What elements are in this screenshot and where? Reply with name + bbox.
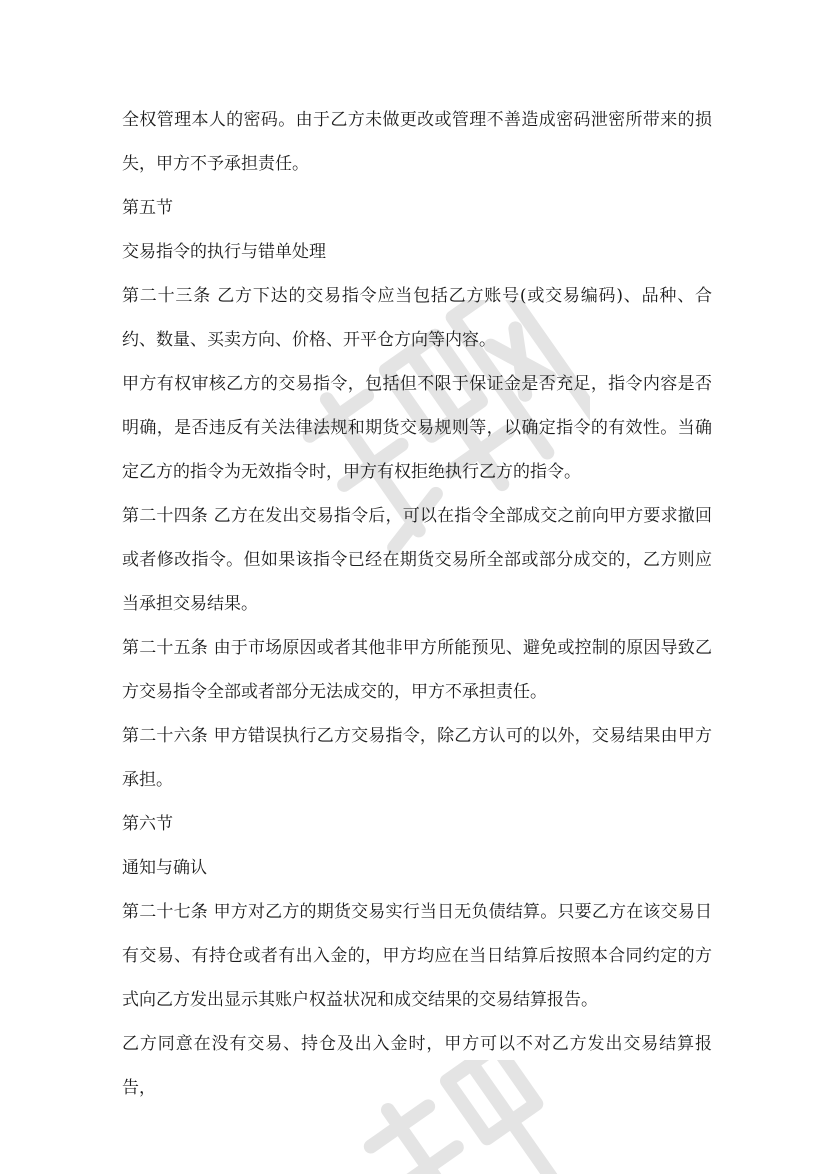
section-5-title: 交易指令的执行与错单处理 <box>122 242 326 262</box>
article-24: 第二十四条 乙方在发出交易指令后，可以在指令全部成交之前向甲方要求撤回或者修改指令。但如果该指令已经在期货交易所全部或部分成交的，乙方则应当承担交易结果。 <box>122 506 712 614</box>
article-23: 第二十三条 乙方下达的交易指令应当包括乙方账号(或交易编码)、品种、合约、数量、买卖方向、价格、开平仓方向等内容。 <box>122 286 712 350</box>
article-26: 第二十六条 甲方错误执行乙方交易指令，除乙方认可的以外，交易结果由甲方承担。 <box>122 726 712 790</box>
document-body <box>122 98 712 1110</box>
section-5-heading: 第五节 <box>122 198 173 218</box>
paragraph-password-clause: 全权管理本人的密码。由于乙方未做更改或管理不善造成密码泄密所带来的损失，甲方不予承担责任。 <box>122 110 712 174</box>
section-6-title: 通知与确认 <box>122 858 207 878</box>
article-27: 第二十七条 甲方对乙方的期货交易实行当日无负债结算。只要乙方在该交易日有交易、有持仓或者有出入金的，甲方均应在当日结算后按照本合同约定的方式向乙方发出显示其账户权益状况和成交结果的交易结算报告。 <box>122 902 712 1010</box>
article-27-continued: 乙方同意在没有交易、持仓及出入金时，甲方可以不对乙方发出交易结算报告， <box>122 1034 712 1098</box>
article-25: 第二十五条 由于市场原因或者其他非甲方所能预见、避免或控制的原因导致乙方交易指令全部或者部分无法成交的，甲方不承担责任。 <box>122 638 712 702</box>
section-6-heading: 第六节 <box>122 814 173 834</box>
article-23-review: 甲方有权审核乙方的交易指令，包括但不限于保证金是否充足，指令内容是否明确，是否违反有关法律法规和期货交易规则等，以确定指令的有效性。当确定乙方的指令为无效指令时，甲方有权拒绝执行乙方的指令。 <box>122 374 712 482</box>
